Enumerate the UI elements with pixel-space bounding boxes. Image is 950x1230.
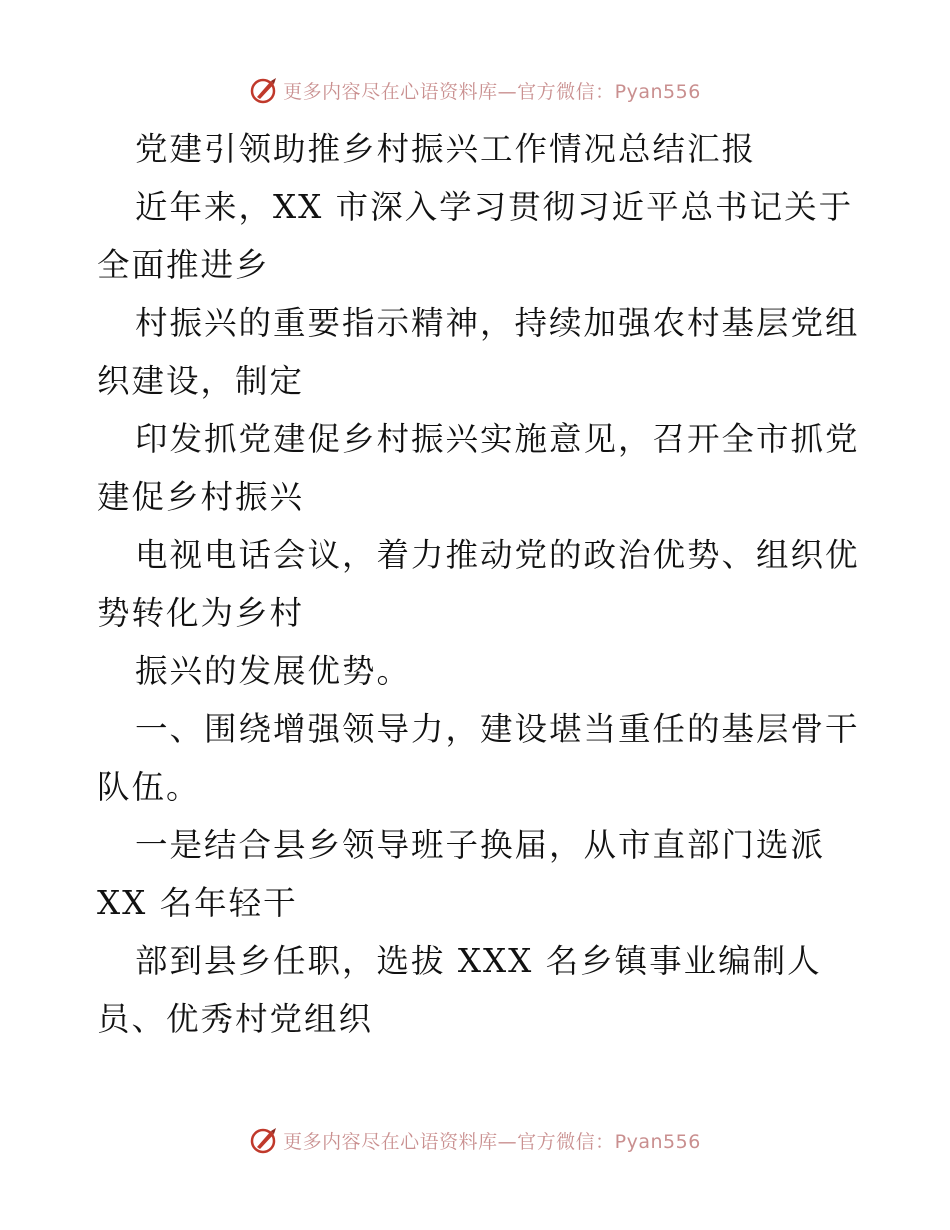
document-line: 势转化为乡村 (97, 594, 305, 632)
footer-banner (0, 1120, 950, 1160)
document-line: 全面推进乡 (97, 246, 270, 284)
header-banner-text: 更多内容尽在心语资料库—官方微信：Pyan556 (283, 80, 701, 103)
document-body (97, 120, 860, 1048)
document-line: 部到县乡任职，选拔 XXX 名乡镇事业编制人 (135, 942, 822, 980)
document-line: 村振兴的重要指示精神，持续加强农村基层党组 (135, 304, 860, 342)
document-line: 员、优秀村党组织 (97, 1000, 374, 1038)
document-line: 队伍。 (97, 768, 201, 806)
quill-pen-logo-icon (249, 75, 279, 105)
document-line: 织建设，制定 (97, 362, 305, 400)
document-line: 一、围绕增强领导力，建设堪当重任的基层骨干 (135, 710, 860, 748)
document-line: 建促乡村振兴 (97, 478, 305, 516)
header-banner (0, 70, 950, 110)
document-line: 党建引领助推乡村振兴工作情况总结汇报 (135, 130, 757, 168)
document-line: 一是结合县乡领导班子换届，从市直部门选派 (135, 826, 826, 864)
document-line: 印发抓党建促乡村振兴实施意见，召开全市抓党 (135, 420, 860, 458)
document-line: 电视电话会议，着力推动党的政治优势、组织优 (135, 536, 860, 574)
quill-pen-logo-icon (249, 1125, 279, 1155)
footer-banner-text: 更多内容尽在心语资料库—官方微信：Pyan556 (283, 1130, 701, 1153)
document-line: XX 名年轻干 (97, 884, 298, 922)
document-line: 近年来，XX 市深入学习贯彻习近平总书记关于 (135, 188, 854, 226)
document-line: 振兴的发展优势。 (135, 652, 412, 690)
